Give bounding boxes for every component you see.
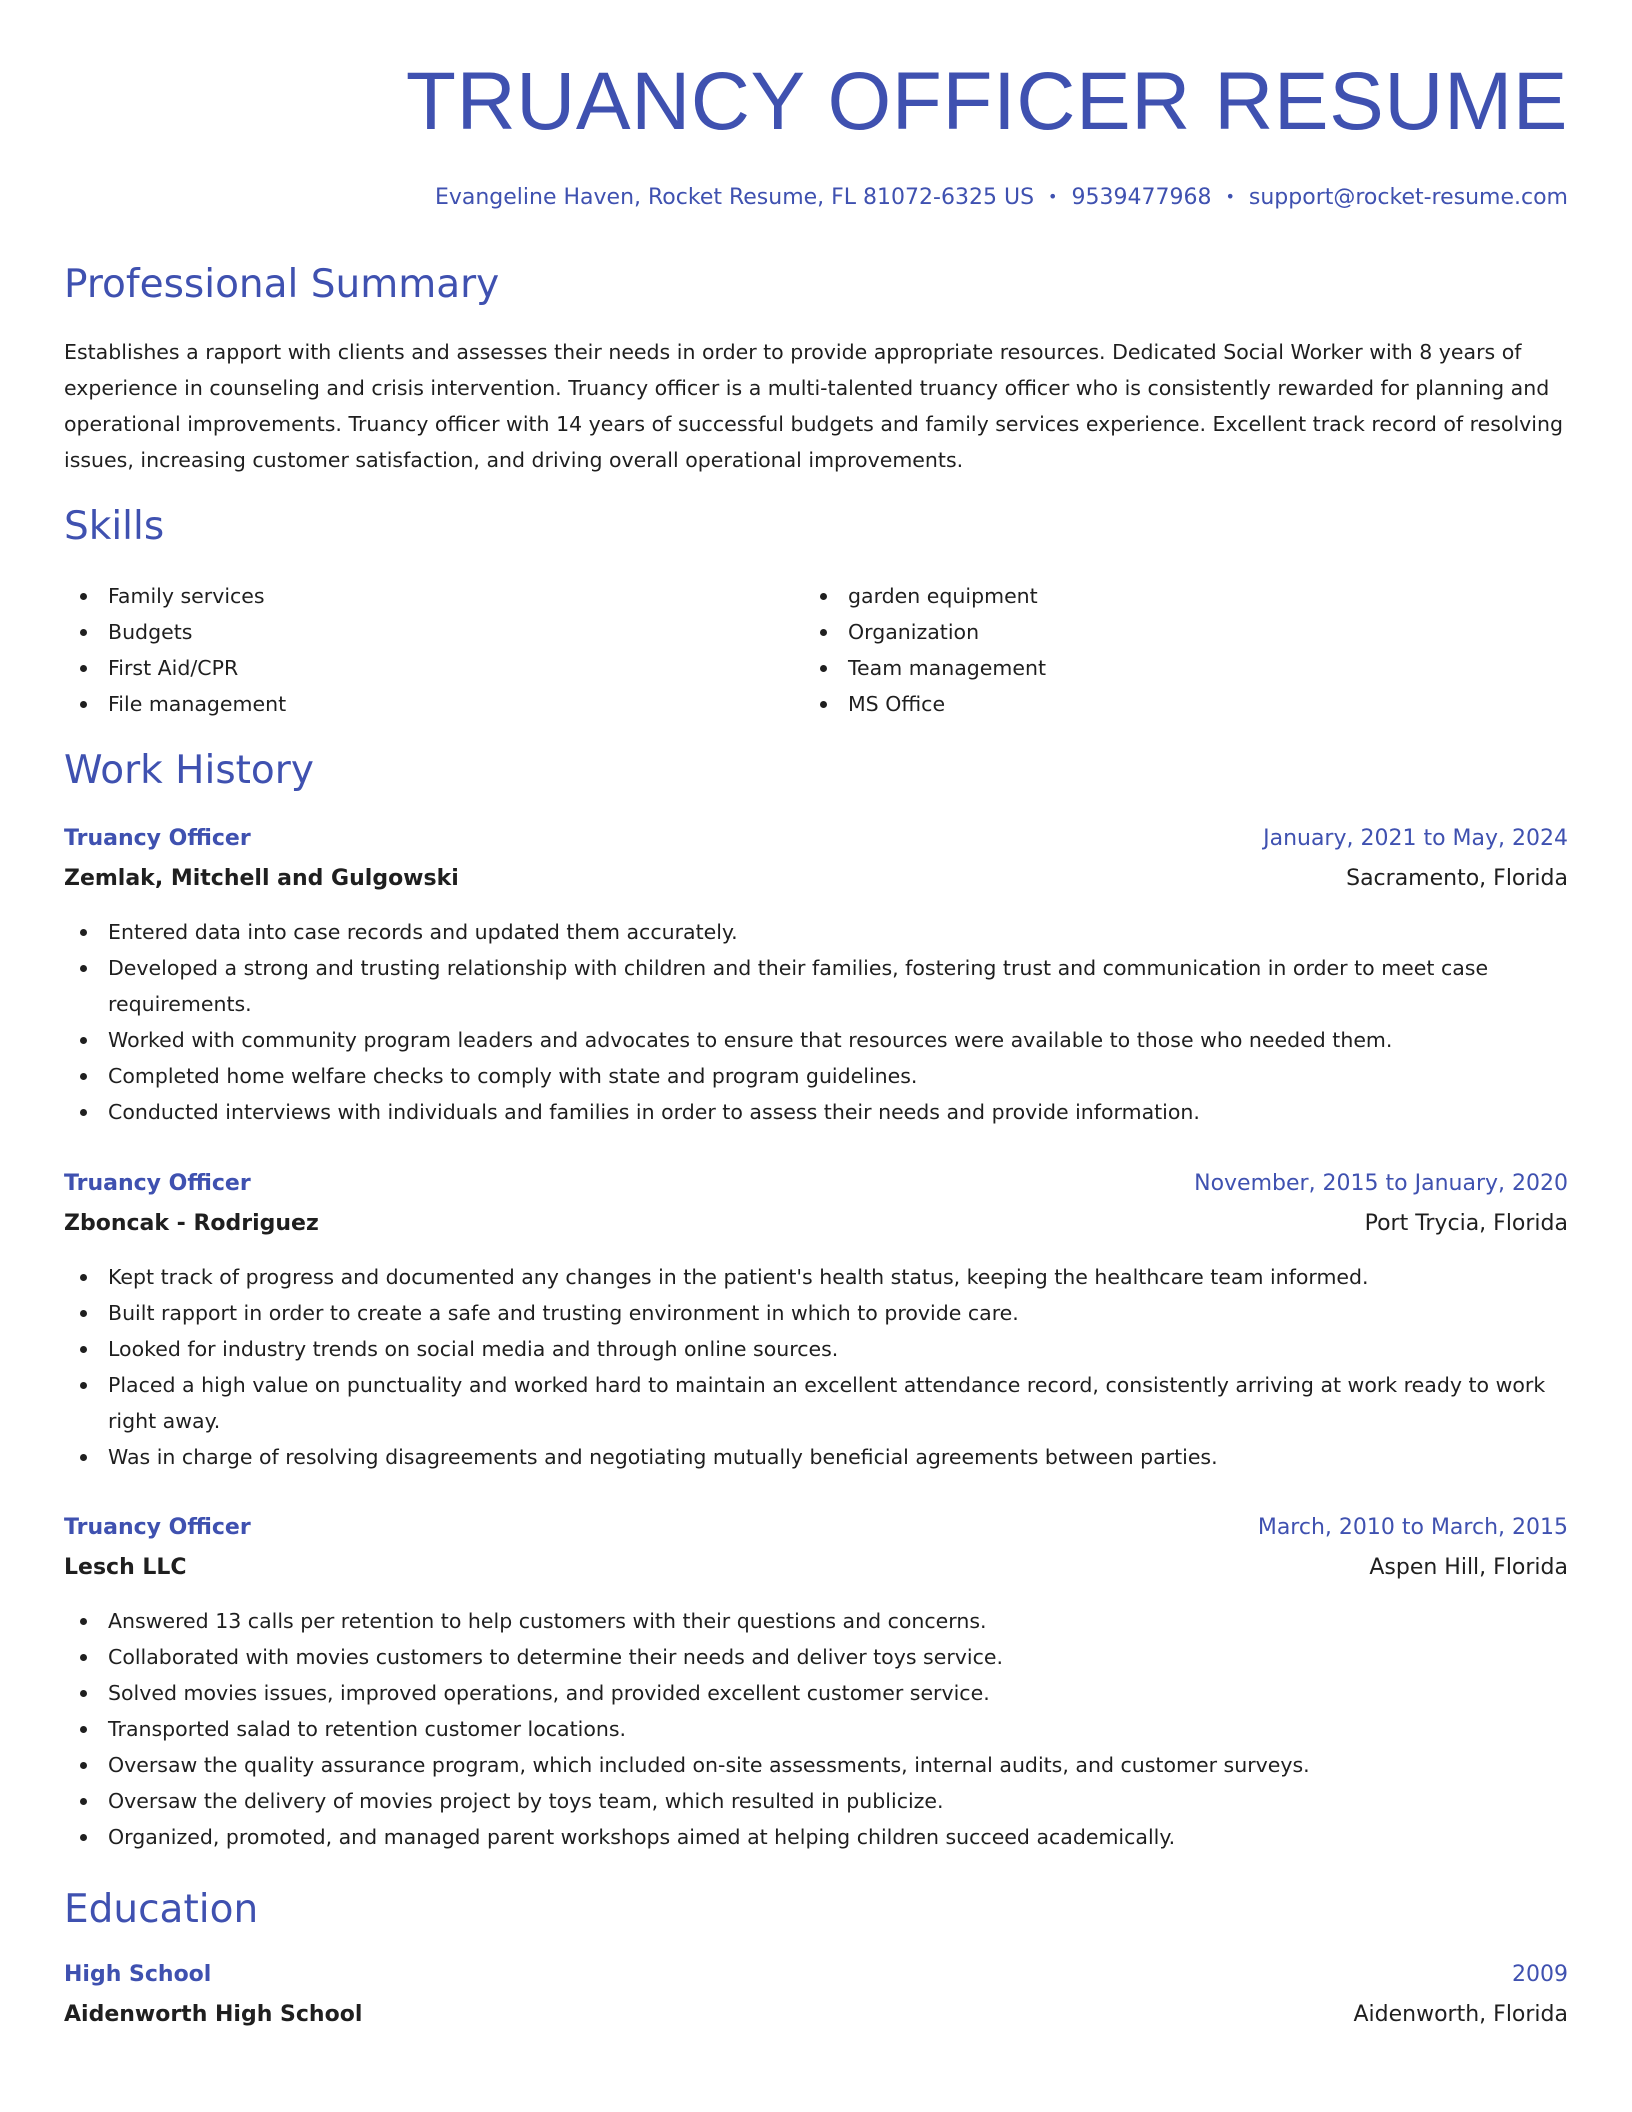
contact-phone: 9539477968: [1071, 185, 1212, 210]
job-duties: [64, 1259, 1568, 1475]
skill-item: Organization: [804, 614, 1046, 650]
job-location: Aspen Hill, Florida: [1369, 1555, 1568, 1580]
job-employer: [64, 1551, 1568, 1585]
job-duty: Completed home welfare checks to comply with state and program guidelines.: [64, 1058, 1568, 1094]
contact-email: support@rocket-resume.com: [1248, 185, 1568, 210]
job-dates: January, 2021 to May, 2024: [1263, 826, 1568, 851]
job-duty: Worked with community program leaders and advocates to ensure that resources were available to those who needed them.: [64, 1022, 1568, 1058]
skill-item: Family services: [64, 578, 286, 614]
summary-heading: Professional Summary: [64, 262, 500, 307]
job-location: Sacramento, Florida: [1346, 866, 1568, 891]
education-school-row: [64, 1998, 1568, 2032]
education-location: Aidenworth, Florida: [1353, 2002, 1568, 2027]
job-duty: Answered 13 calls per retention to help customers with their questions and concerns.: [64, 1603, 1568, 1639]
job-duty: Built rapport in order to create a safe and trusting environment in which to provide care.: [64, 1295, 1568, 1331]
job-header: [64, 1167, 1568, 1201]
job-employer: [64, 1207, 1568, 1241]
skill-item: File management: [64, 686, 286, 722]
job-duty: Placed a high value on punctuality and worked hard to maintain an excellent attendance record, consistently arriving at work ready to work right away.: [64, 1367, 1568, 1439]
job-location: Port Trycia, Florida: [1364, 1211, 1568, 1236]
job-duties: [64, 914, 1568, 1130]
job-duty: Oversaw the quality assurance program, which included on-site assessments, internal audits, and customer surveys.: [64, 1747, 1568, 1783]
contact-separator: •: [1225, 187, 1235, 206]
job-duty: Solved movies issues, improved operations, and provided excellent customer service.: [64, 1675, 1568, 1711]
job-duty: Kept track of progress and documented any changes in the patient's health status, keeping the healthcare team informed.: [64, 1259, 1568, 1295]
job-title: Truancy Officer: [64, 826, 251, 851]
job-duty: Conducted interviews with individuals and families in order to assess their needs and provide information.: [64, 1094, 1568, 1130]
education-header: [64, 1958, 1568, 1992]
job-duty: Oversaw the delivery of movies project by toys team, which resulted in publicize.: [64, 1783, 1568, 1819]
skill-item: MS Office: [804, 686, 1046, 722]
job-duty: Transported salad to retention customer locations.: [64, 1711, 1568, 1747]
skill-item: Budgets: [64, 614, 286, 650]
job-title: Truancy Officer: [64, 1171, 251, 1196]
job-dates: November, 2015 to January, 2020: [1194, 1171, 1568, 1196]
job-dates: March, 2010 to March, 2015: [1257, 1515, 1568, 1540]
job-duties: [64, 1603, 1568, 1855]
skill-item: Team management: [804, 650, 1046, 686]
job-duty: Looked for industry trends on social media and through online sources.: [64, 1331, 1568, 1367]
skills-list-right: [804, 578, 1046, 722]
contact-address: Evangeline Haven, Rocket Resume, FL 81072-6325 US: [434, 185, 1035, 210]
skill-item: garden equipment: [804, 578, 1046, 614]
job-company: Zemlak, Mitchell and Gulgowski: [64, 866, 459, 891]
job-duty: Developed a strong and trusting relationship with children and their families, fostering trust and communication in order to meet case requirements.: [64, 950, 1568, 1022]
job-duty: Collaborated with movies customers to determine their needs and deliver toys service.: [64, 1639, 1568, 1675]
summary-text: Establishes a rapport with clients and assesses their needs in order to provide appropriate resources. Dedicated Social Worker with 8 years of experience in counseling and crisis intervention. Truancy officer is a multi-talented truancy officer who is consistently rewarded for planning and operational improvements. Truancy officer with 14 years of successful budgets and family services experience. Excellent track record of resolving issues, increasing customer satisfaction, and driving overall operational improvements.: [64, 340, 1563, 472]
job-duty: Organized, promoted, and managed parent workshops aimed at helping children succeed academically.: [64, 1819, 1568, 1855]
resume-title: TRUANCY OFFICER RESUME: [405, 56, 1568, 147]
skills-list-left: [64, 578, 286, 722]
contact-separator: •: [1048, 187, 1058, 206]
education-degree: High School: [64, 1962, 212, 1987]
job-duty: Was in charge of resolving disagreements and negotiating mutually beneficial agreements between parties.: [64, 1439, 1568, 1475]
job-header: [64, 1511, 1568, 1545]
work-history-heading: Work History: [64, 748, 314, 793]
skills-heading: Skills: [64, 504, 165, 549]
job-employer: [64, 862, 1568, 896]
education-heading: Education: [64, 1887, 259, 1932]
job-duty: Entered data into case records and updated them accurately.: [64, 914, 1568, 950]
job-company: Zboncak - Rodriguez: [64, 1211, 319, 1236]
job-company: Lesch LLC: [64, 1555, 187, 1580]
education-year: 2009: [1512, 1962, 1568, 1987]
job-header: [64, 822, 1568, 856]
contact-line: [435, 181, 1568, 214]
education-school: Aidenworth High School: [64, 2002, 363, 2027]
job-title: Truancy Officer: [64, 1515, 251, 1540]
skill-item: First Aid/CPR: [64, 650, 286, 686]
